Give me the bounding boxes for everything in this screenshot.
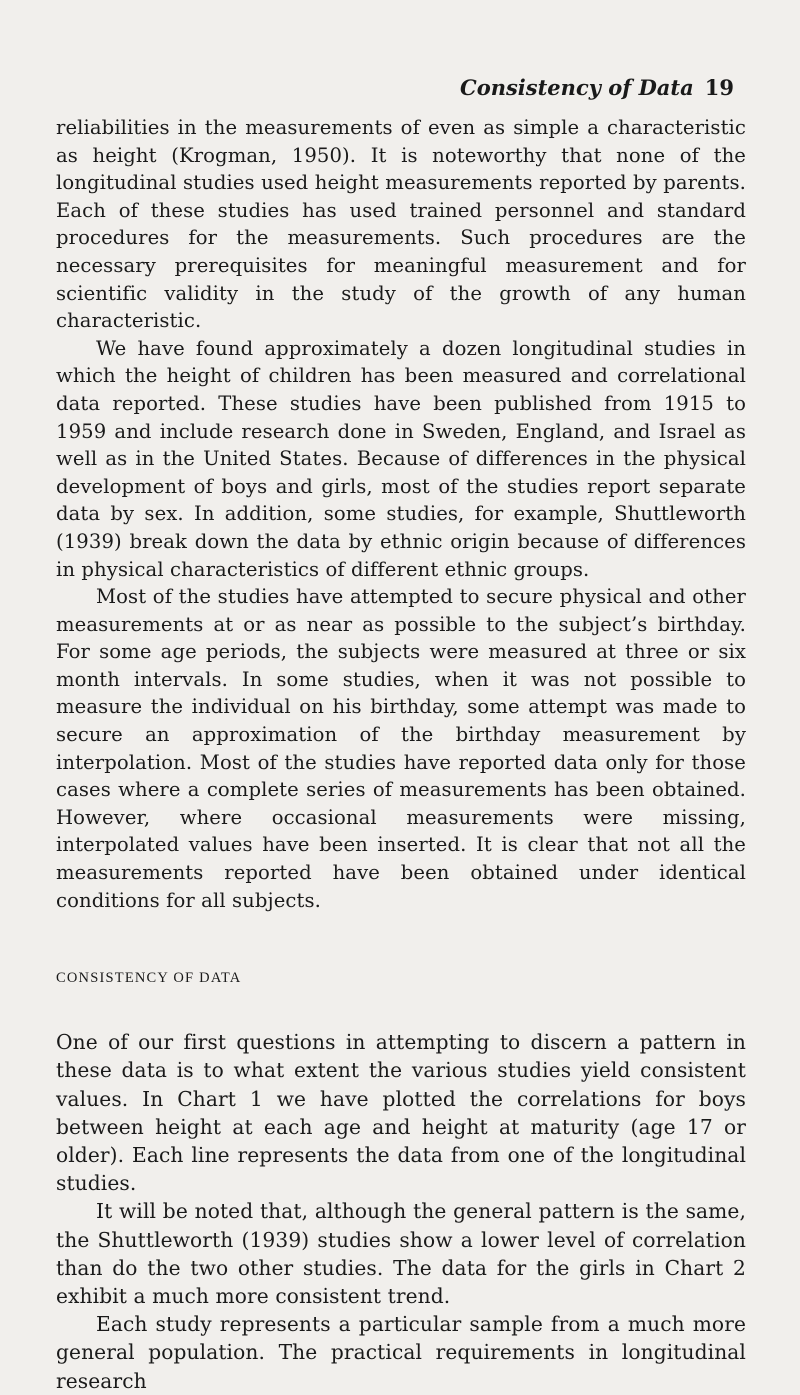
paragraph: We have found approximately a dozen longitudinal studies in which the height of children has been measured and correlational data reported. These studies have been published from 1915 to 1959 and include research done in Sweden, England, and Israel as well as in the United States. Because of differences in the physical development of boys and girls, most of the studies report separate data by sex. In addition, some studies, for example, Shuttleworth (1939) break down the data by ethnic origin because of differences in physical characteristics of different ethnic groups. [56,336,746,581]
section-heading: CONSISTENCY OF DATA [56,970,242,987]
page-number: 19 [704,75,734,100]
paragraph: One of our first questions in attempting to discern a pattern in these data is to what extent the various studies yield consistent values. In Chart 1 we have plotted the correlations for boys between height at each age and height at maturity (age 17 or older). Each line represents the data from one of the longitudinal studies. [56,1030,746,1196]
paragraph: reliabilities in the measurements of even as simple a characteristic as height (Krogman, 1950). It is noteworthy that none of the longitudinal studies used height measurements reported by parents. Each of these studies has used trained personnel and standard procedures for the measurements. Such procedures are the necessary prerequisites for meaningful measurement and for scientific validity in the study of the growth of any human characteristic. [56,116,746,333]
running-title: Consistency of Data [460,75,694,100]
paragraph: Each study represents a particular sample from a much more general population. The practical requirements in longitudinal research [56,1312,746,1393]
page-body [56,114,746,1395]
paragraph: Most of the studies have attempted to secure physical and other measurements at or as near as possible to the subject’s birthday. For some age periods, the subjects were measured at three or six month intervals. In some studies, when it was not possible to measure the individual on his birthday, some attempt was made to secure an approximation of the birthday measurement by interpolation. Most of the studies have reported data only for those cases where a complete series of measurements has been obtained. However, where occasional measurements were missing, interpolated values have been inserted. It is clear that not all the measurements reported have been obtained under identical conditions for all subjects. [56,585,746,912]
paragraph: It will be noted that, although the general pattern is the same, the Shuttleworth (1939) studies show a lower level of correlation than do the two other studies. The data for the girls in Chart 2 exhibit a much more consistent trend. [56,1199,746,1309]
